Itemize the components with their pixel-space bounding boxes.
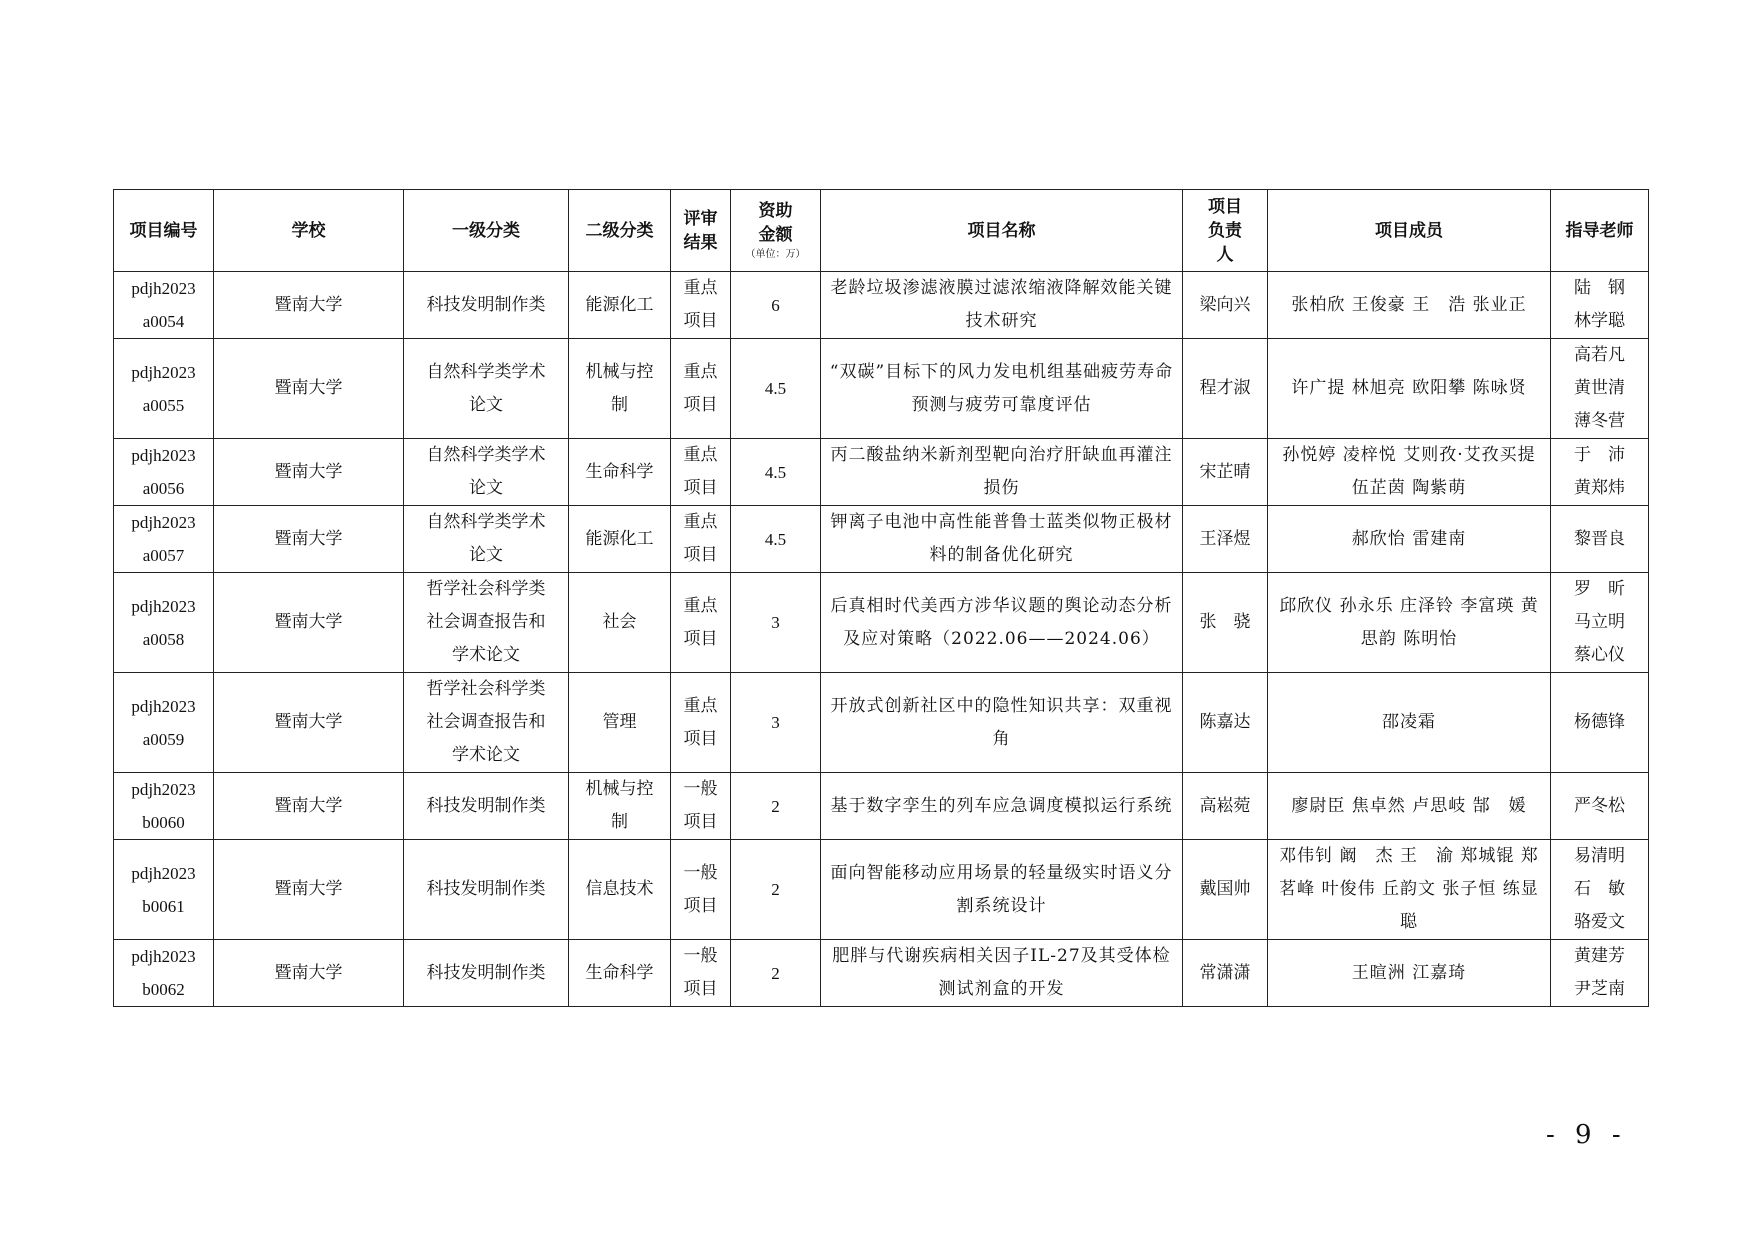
cell-id — [114, 773, 214, 840]
table-row — [114, 573, 1649, 673]
cell-category2 — [569, 940, 671, 1007]
cell-category1-line: 科技发明制作类 — [426, 795, 546, 816]
cell-school: 暨南大学 — [214, 339, 404, 439]
cell-leader: 梁向兴 — [1183, 272, 1268, 339]
header-category1: 一级分类 — [404, 190, 569, 272]
project-table — [113, 189, 1649, 1007]
cell-advisor — [1551, 439, 1649, 506]
header-members: 项目成员 — [1268, 190, 1551, 272]
header-leader — [1183, 190, 1268, 272]
cell-id-line: pdjh2023 — [131, 446, 196, 465]
table-row — [114, 339, 1649, 439]
cell-name: 后真相时代美西方涉华议题的舆论动态分析及应对策略（2022.06——2024.06） — [821, 573, 1183, 673]
cell-category2 — [569, 339, 671, 439]
cell-category1-line: 社会调查报告和 — [426, 612, 546, 632]
table-row — [114, 506, 1649, 573]
cell-members: 孙悦婷 凌梓悦 艾则孜·艾孜买提 伍芷茵 陶紫萌 — [1268, 439, 1551, 506]
cell-name: “双碳”目标下的风力发电机组基础疲劳寿命预测与疲劳可靠度评估 — [821, 339, 1183, 439]
cell-category2-line: 生命科学 — [585, 962, 654, 983]
cell-id-line: pdjh2023 — [131, 696, 196, 716]
cell-id — [114, 506, 214, 573]
cell-id-line: a0055 — [142, 395, 185, 415]
cell-advisor-line: 陆 钢 — [1574, 278, 1625, 298]
cell-id — [114, 272, 214, 339]
header-amount-unit: （单位：万） — [745, 248, 806, 260]
cell-result-line: 项目 — [683, 728, 718, 749]
cell-id — [114, 673, 214, 773]
cell-result-line: 重点 — [683, 512, 718, 532]
cell-advisor-line: 薄冬营 — [1574, 411, 1625, 431]
cell-result-line: 项目 — [683, 979, 718, 999]
cell-id-line: b0061 — [142, 896, 185, 916]
cell-category2-line: 生命科学 — [585, 461, 654, 482]
header-result — [671, 190, 731, 272]
cell-result-line: 一般 — [683, 946, 718, 966]
cell-result — [671, 673, 731, 773]
cell-name: 肥胖与代谢疾病相关因子IL-27及其受体检测试剂盒的开发 — [821, 940, 1183, 1007]
cell-id-line: a0057 — [142, 546, 185, 565]
cell-category1 — [404, 673, 569, 773]
cell-school: 暨南大学 — [214, 573, 404, 673]
cell-category1 — [404, 439, 569, 506]
cell-members: 郝欣怡 雷建南 — [1268, 506, 1551, 573]
cell-id-line: pdjh2023 — [131, 863, 196, 883]
cell-category1-line: 自然科学类学术 — [426, 361, 546, 382]
cell-leader: 陈嘉达 — [1183, 673, 1268, 773]
cell-category1-line: 科技发明制作类 — [426, 294, 546, 315]
cell-result-line: 项目 — [683, 812, 718, 832]
cell-result — [671, 573, 731, 673]
header-amount — [731, 190, 821, 272]
cell-advisor-line: 黄世清 — [1574, 378, 1625, 398]
cell-advisor-line: 黎晋良 — [1574, 528, 1625, 549]
cell-category2-line: 能源化工 — [585, 528, 654, 549]
cell-amount: 4.5 — [731, 506, 821, 573]
cell-advisor — [1551, 339, 1649, 439]
cell-category1-line: 论文 — [469, 394, 503, 415]
cell-result-line: 一般 — [683, 862, 718, 883]
table-row — [114, 673, 1649, 773]
cell-id-line: a0054 — [142, 312, 185, 331]
cell-id-line: pdjh2023 — [131, 780, 196, 799]
table-row — [114, 439, 1649, 506]
cell-result — [671, 439, 731, 506]
cell-category2 — [569, 573, 671, 673]
cell-advisor-line: 易清明 — [1574, 846, 1625, 866]
cell-advisor-line: 黄郑炜 — [1574, 478, 1625, 498]
cell-id-line: a0056 — [142, 479, 185, 498]
cell-category1-line: 论文 — [469, 478, 503, 498]
cell-category1 — [404, 840, 569, 940]
cell-members: 张柏欣 王俊豪 王 浩 张业正 — [1268, 272, 1551, 339]
cell-category1 — [404, 940, 569, 1007]
cell-leader: 王泽煜 — [1183, 506, 1268, 573]
cell-advisor — [1551, 506, 1649, 573]
header-amount-label: 资助金额 — [758, 200, 793, 245]
table-row — [114, 940, 1649, 1007]
cell-category2-line: 能源化工 — [585, 294, 654, 315]
cell-advisor-line: 林学聪 — [1574, 311, 1625, 331]
cell-result — [671, 506, 731, 573]
cell-category1-line: 科技发明制作类 — [426, 962, 546, 983]
cell-result — [671, 840, 731, 940]
cell-leader: 常潇潇 — [1183, 940, 1268, 1007]
cell-category1 — [404, 773, 569, 840]
cell-id-line: b0060 — [142, 813, 185, 832]
cell-advisor-line: 罗 昕 — [1574, 579, 1625, 599]
cell-id-line: a0059 — [142, 729, 185, 749]
cell-advisor-line: 尹芝南 — [1574, 979, 1625, 999]
cell-id — [114, 439, 214, 506]
cell-id-line: pdjh2023 — [131, 947, 196, 966]
cell-advisor — [1551, 272, 1649, 339]
cell-members: 许广提 林旭亮 欧阳攀 陈咏贤 — [1268, 339, 1551, 439]
page-number: - 9 - — [1546, 1120, 1627, 1150]
cell-result — [671, 339, 731, 439]
header-result-label: 评审结果 — [683, 208, 718, 253]
cell-advisor-line: 于 沛 — [1574, 445, 1625, 465]
cell-result-line: 项目 — [683, 545, 718, 565]
cell-result — [671, 272, 731, 339]
cell-school: 暨南大学 — [214, 506, 404, 573]
cell-leader: 高崧菀 — [1183, 773, 1268, 840]
cell-result-line: 项目 — [683, 895, 718, 916]
cell-id-line: a0058 — [142, 629, 185, 649]
cell-result-line: 项目 — [683, 478, 718, 498]
cell-category1 — [404, 272, 569, 339]
cell-category1 — [404, 339, 569, 439]
cell-members: 邱欣仪 孙永乐 庄泽铃 李富瑛 黄思韵 陈明怡 — [1268, 573, 1551, 673]
header-category2: 二级分类 — [569, 190, 671, 272]
cell-advisor-line: 骆爱文 — [1574, 912, 1625, 932]
cell-name: 基于数字孪生的列车应急调度模拟运行系统 — [821, 773, 1183, 840]
cell-leader: 程才淑 — [1183, 339, 1268, 439]
cell-school: 暨南大学 — [214, 840, 404, 940]
cell-advisor-line: 马立明 — [1574, 612, 1625, 632]
cell-category2-line: 机械与控 — [585, 361, 654, 382]
table-header-row — [114, 190, 1649, 272]
cell-category1-line: 自然科学类学术 — [426, 445, 546, 465]
cell-school: 暨南大学 — [214, 673, 404, 773]
cell-name: 面向智能移动应用场景的轻量级实时语义分割系统设计 — [821, 840, 1183, 940]
cell-category1-line: 社会调查报告和 — [426, 712, 546, 732]
cell-advisor — [1551, 840, 1649, 940]
header-advisor: 指导老师 — [1551, 190, 1649, 272]
cell-advisor-line: 石 敏 — [1574, 879, 1625, 899]
cell-advisor — [1551, 940, 1649, 1007]
header-project-id: 项目编号 — [114, 190, 214, 272]
cell-amount: 4.5 — [731, 339, 821, 439]
cell-amount: 4.5 — [731, 439, 821, 506]
cell-amount: 2 — [731, 940, 821, 1007]
cell-id — [114, 573, 214, 673]
cell-category1-line: 学术论文 — [452, 645, 520, 665]
cell-result-line: 项目 — [683, 311, 718, 331]
cell-advisor — [1551, 673, 1649, 773]
cell-amount: 3 — [731, 573, 821, 673]
cell-category1-line: 哲学社会科学类 — [426, 579, 546, 599]
cell-result-line: 重点 — [683, 361, 718, 382]
cell-category1-line: 自然科学类学术 — [426, 512, 546, 532]
cell-category2 — [569, 272, 671, 339]
cell-school: 暨南大学 — [214, 439, 404, 506]
header-school: 学校 — [214, 190, 404, 272]
cell-name: 丙二酸盐纳米新剂型靶向治疗肝缺血再灌注损伤 — [821, 439, 1183, 506]
cell-category1-line: 论文 — [469, 545, 503, 565]
cell-school: 暨南大学 — [214, 272, 404, 339]
cell-result-line: 重点 — [683, 695, 718, 716]
cell-amount: 2 — [731, 773, 821, 840]
cell-result-line: 项目 — [683, 628, 718, 649]
cell-members: 廖尉臣 焦卓然 卢思岐 郜 媛 — [1268, 773, 1551, 840]
cell-advisor — [1551, 573, 1649, 673]
table-body — [114, 272, 1649, 1007]
cell-category2-line: 信息技术 — [585, 879, 654, 899]
cell-category2 — [569, 506, 671, 573]
cell-amount: 6 — [731, 272, 821, 339]
cell-id-line: pdjh2023 — [131, 279, 196, 298]
cell-name: 老龄垃圾渗滤液膜过滤浓缩液降解效能关键技术研究 — [821, 272, 1183, 339]
header-leader-label: 项目负责人 — [1207, 196, 1242, 265]
cell-leader: 张 骁 — [1183, 573, 1268, 673]
cell-id — [114, 940, 214, 1007]
cell-id — [114, 339, 214, 439]
cell-category1-line: 学术论文 — [452, 745, 520, 765]
cell-category1-line: 哲学社会科学类 — [426, 679, 546, 699]
cell-result-line: 一般 — [683, 779, 718, 799]
cell-members: 王暄洲 江嘉琦 — [1268, 940, 1551, 1007]
cell-id — [114, 840, 214, 940]
cell-id-line: b0062 — [142, 980, 185, 999]
cell-id-line: pdjh2023 — [131, 596, 196, 616]
cell-school: 暨南大学 — [214, 940, 404, 1007]
cell-category2-line: 社会 — [602, 612, 637, 632]
cell-category1-line: 科技发明制作类 — [426, 879, 546, 899]
cell-category2 — [569, 840, 671, 940]
cell-result-line: 重点 — [683, 445, 718, 465]
cell-result-line: 重点 — [683, 595, 718, 616]
cell-category2-line: 机械与控 — [585, 779, 654, 799]
cell-advisor-line: 杨德锋 — [1574, 712, 1625, 732]
table-row — [114, 840, 1649, 940]
cell-advisor-line: 黄建芳 — [1574, 946, 1625, 966]
cell-amount: 2 — [731, 840, 821, 940]
cell-result-line: 重点 — [683, 278, 718, 298]
cell-leader: 戴国帅 — [1183, 840, 1268, 940]
table-row — [114, 773, 1649, 840]
cell-result-line: 项目 — [683, 394, 718, 415]
cell-category2-line: 制 — [611, 812, 628, 832]
cell-category2-line: 管理 — [602, 712, 637, 732]
cell-leader: 宋芷晴 — [1183, 439, 1268, 506]
table-row — [114, 272, 1649, 339]
cell-category2 — [569, 773, 671, 840]
cell-members: 邵凌霜 — [1268, 673, 1551, 773]
cell-advisor-line: 蔡心仪 — [1574, 645, 1625, 665]
cell-advisor-line: 严冬松 — [1574, 795, 1625, 816]
cell-category1 — [404, 506, 569, 573]
cell-result — [671, 940, 731, 1007]
cell-members: 邓伟钊 阚 杰 王 渝 郑城锟 郑茗峰 叶俊伟 丘韵文 张子恒 练显聪 — [1268, 840, 1551, 940]
cell-id-line: pdjh2023 — [131, 513, 196, 532]
cell-category2-line: 制 — [611, 394, 628, 415]
cell-id-line: pdjh2023 — [131, 362, 196, 382]
cell-amount: 3 — [731, 673, 821, 773]
header-project-name: 项目名称 — [821, 190, 1183, 272]
cell-category2 — [569, 439, 671, 506]
cell-advisor-line: 高若凡 — [1574, 345, 1625, 365]
cell-name: 开放式创新社区中的隐性知识共享：双重视角 — [821, 673, 1183, 773]
cell-category1 — [404, 573, 569, 673]
cell-name: 钾离子电池中高性能普鲁士蓝类似物正极材料的制备优化研究 — [821, 506, 1183, 573]
cell-school: 暨南大学 — [214, 773, 404, 840]
cell-category2 — [569, 673, 671, 773]
cell-advisor — [1551, 773, 1649, 840]
cell-result — [671, 773, 731, 840]
